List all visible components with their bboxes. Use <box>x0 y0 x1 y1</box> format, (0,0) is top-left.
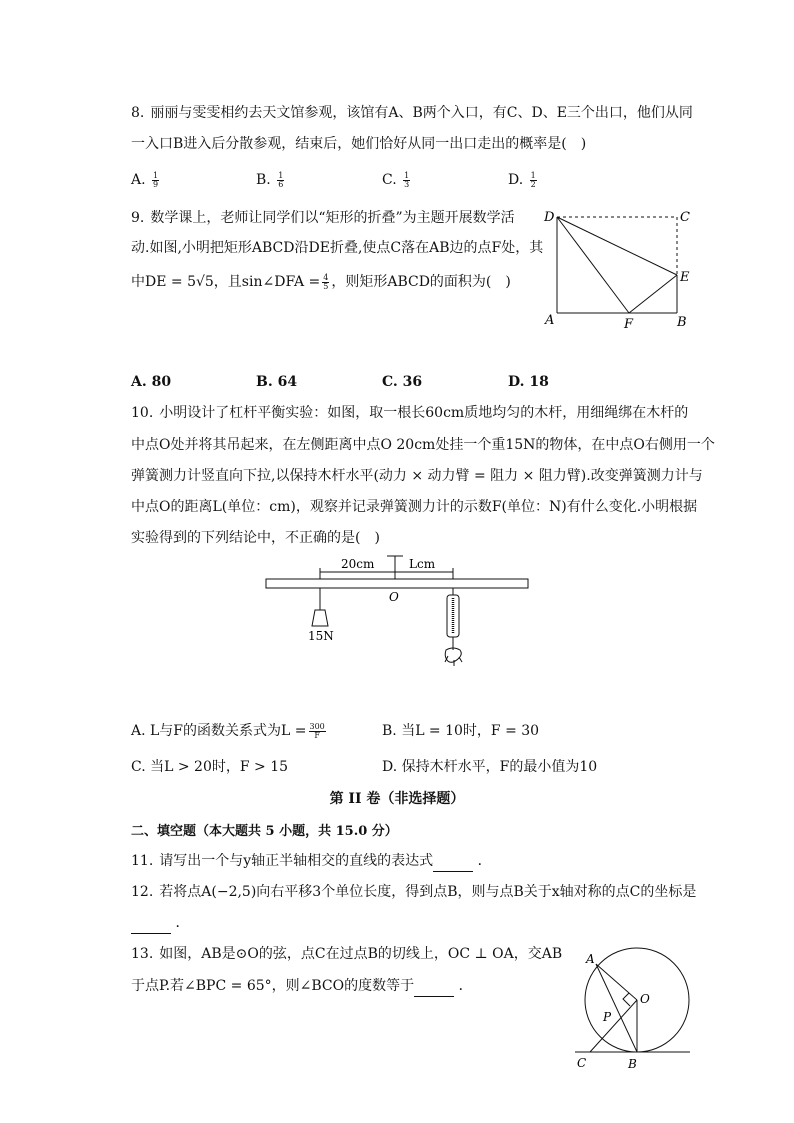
q13-line2 <box>131 976 473 997</box>
q8-d-num: 1 <box>530 170 536 180</box>
q9-label-a: A <box>545 313 555 328</box>
q9-fold-de <box>557 217 677 275</box>
q10-hand-icon <box>445 648 462 666</box>
q10-text-4: 中点O的距离L(单位：cm)，观察并记录弹簧测力计的示数F(单位：N)有什么变化.小明根据 <box>131 499 698 515</box>
q9-option-a <box>131 372 171 392</box>
q8-text-1: 丽丽与雯雯相约去天文馆参观，该馆有A、B两个入口，有C、D、E三个出口，他们从同 <box>150 105 693 121</box>
q10-option-d-text: D. 保持木杆水平，F的最小值为10 <box>382 759 598 775</box>
q9-option-c <box>382 372 422 392</box>
q8-option-c-fraction <box>403 172 410 189</box>
q9-text-2: 动.如图,小明把矩形ABCD沿DE折叠,使点C落在AB边的点F处，其 <box>131 240 544 256</box>
q13-number: 13. <box>131 946 154 962</box>
q9-option-c-value: 36 <box>402 374 423 390</box>
q9-sin-fraction <box>322 274 329 291</box>
q8-option-d-fraction <box>530 172 537 189</box>
q10-option-d <box>382 757 597 777</box>
q9-text-3-pre: 中DE = 5√5，且sin∠DFA = <box>131 274 321 290</box>
q8-a-num: 1 <box>153 170 159 180</box>
q10-number: 10. <box>131 405 154 421</box>
q12-number: 12. <box>131 884 154 900</box>
q8-option-c <box>382 170 412 190</box>
q13-label-o: O <box>640 992 650 1006</box>
q9-label-c: C <box>680 210 690 225</box>
q13-text-1: 如图，AB是⊙O的弦，点C在过点B的切线上，OC ⊥ OA，交AB <box>159 946 563 962</box>
q11-number: 11. <box>131 853 154 869</box>
q9-label-e: E <box>680 270 690 285</box>
q10-label-20cm: 20cm <box>341 557 375 571</box>
q13-answer-blank[interactable] <box>414 976 454 997</box>
q8-line2 <box>131 134 586 154</box>
q8-c-num: 1 <box>404 170 410 180</box>
q9-option-b-value: 64 <box>277 374 298 390</box>
q13-label-a: A <box>586 952 595 966</box>
q10-option-b-text: B. 当L = 10时，F = 30 <box>382 723 540 739</box>
q12-line1 <box>131 882 696 902</box>
q13-segment-oc <box>590 1000 637 1052</box>
q9-frac-den: 5 <box>323 281 329 291</box>
q13-radius-oa <box>596 964 637 1000</box>
q10-text-5: 实验得到的下列结论中，不正确的是( ) <box>131 530 380 546</box>
q11-answer-blank[interactable] <box>433 851 473 872</box>
q8-option-b-label: B. <box>256 172 271 188</box>
q13-end: ． <box>458 978 473 994</box>
q10-weight-block <box>312 610 328 626</box>
q10-label-15n: 15N <box>308 629 334 643</box>
q9-line1 <box>131 208 515 228</box>
q13-label-c: C <box>577 1056 587 1070</box>
q11-end: ． <box>477 853 492 869</box>
q9-text-3-post: ，则矩形ABCD的面积为( ) <box>331 274 511 290</box>
q9-option-a-label: A. <box>131 374 147 390</box>
q9-number: 9. <box>131 210 145 226</box>
q10-line5 <box>131 528 380 548</box>
q12-end: ． <box>175 915 190 931</box>
q13-line1 <box>131 944 562 964</box>
q8-number: 8. <box>131 105 145 121</box>
q9-option-d-label: D. <box>508 374 525 390</box>
q12-answer-blank[interactable] <box>131 913 171 934</box>
q10-line3 <box>131 466 703 486</box>
q9-rectangle-figure <box>540 207 700 332</box>
q9-option-c-label: C. <box>382 374 398 390</box>
q10-a-num: 300 <box>309 721 325 731</box>
q8-option-b-fraction <box>277 172 284 189</box>
q9-label-f: F <box>624 317 634 332</box>
q10-option-c-text: C. 当L > 20时，F > 15 <box>131 759 289 775</box>
q12-text: 若将点A(−2,5)向右平移3个单位长度，得到点B，则与点B关于x轴对称的点C的坐标是 <box>159 884 697 900</box>
q10-option-a-text: A. L与F的函数关系式为L = <box>131 723 307 739</box>
q10-lever-figure <box>260 550 540 675</box>
q9-option-d <box>508 372 549 392</box>
q8-b-den: 6 <box>278 179 284 189</box>
q9-segment-fe <box>629 275 677 313</box>
q9-label-b: B <box>677 315 687 330</box>
q8-option-d-label: D. <box>508 172 524 188</box>
q8-option-a <box>131 170 161 190</box>
q10-line4 <box>131 497 697 517</box>
q8-option-b <box>256 170 286 190</box>
q10-text-3: 弹簧测力计竖直向下拉,以保持木杆水平(动力 × 动力臂 = 阻力 × 阻力臂).改变弹簧测力计与 <box>131 468 703 484</box>
q10-option-a <box>131 721 328 741</box>
q10-a-den: F <box>314 730 320 740</box>
q10-label-lcm: Lcm <box>409 557 436 571</box>
q10-text-1: 小明设计了杠杆平衡实验：如图，取一根长60cm质地均匀的木杆，用细绳绑在木杆的 <box>159 405 689 421</box>
q9-frac-num: 4 <box>323 272 329 282</box>
q11-text: 请写出一个与y轴正半轴相交的直线的表达式 <box>159 853 434 869</box>
q8-text-2: 一入口B进入后分散参观，结束后，她们恰好从同一出口走出的概率是( ) <box>131 136 587 152</box>
q8-d-den: 2 <box>530 179 536 189</box>
q9-option-b <box>256 372 297 392</box>
q8-option-a-fraction <box>152 172 159 189</box>
section-title: 第 II 卷（非选择题） <box>329 791 465 807</box>
q10-wooden-rod <box>266 579 528 588</box>
q10-label-o: O <box>389 590 399 604</box>
q10-option-c <box>131 757 288 777</box>
q13-text-2: 于点P.若∠BPC = 65°，则∠BCO的度数等于 <box>131 978 415 994</box>
q10-line1 <box>131 403 688 423</box>
q10-option-a-fraction <box>309 723 326 740</box>
q8-b-num: 1 <box>278 170 284 180</box>
q9-segment-df <box>557 217 629 313</box>
q10-text-2: 中点O处并将其吊起来，在左侧距离中点O 20cm处挂一个重15N的物体，在中点O右侧用一个 <box>131 437 715 453</box>
q10-line2 <box>131 435 715 455</box>
q8-line1 <box>131 103 693 123</box>
q9-label-d: D <box>544 210 555 225</box>
q8-option-a-label: A. <box>131 172 146 188</box>
q8-option-c-label: C. <box>382 172 397 188</box>
q9-text-1: 数学课上，老师让同学们以“矩形的折叠”为主题开展数学活 <box>150 210 515 226</box>
section-heading: 二、填空题（本大题共 5 小题，共 15.0 分） <box>131 824 398 839</box>
q10-option-b <box>382 721 539 741</box>
q11-line <box>131 851 492 872</box>
q9-line3 <box>131 272 511 292</box>
q9-option-b-label: B. <box>256 374 273 390</box>
q8-c-den: 3 <box>404 179 410 189</box>
q12-line2 <box>131 913 189 934</box>
q13-right-angle-mark <box>623 993 630 1006</box>
q13-label-b: B <box>628 1057 637 1071</box>
q9-option-d-value: 18 <box>529 374 549 390</box>
q8-a-den: 9 <box>153 179 159 189</box>
q9-option-a-value: 80 <box>151 374 172 390</box>
q8-option-d <box>508 170 539 190</box>
q9-line2 <box>131 238 543 258</box>
q13-label-p: P <box>603 1010 612 1024</box>
q13-circle-figure <box>570 945 700 1075</box>
